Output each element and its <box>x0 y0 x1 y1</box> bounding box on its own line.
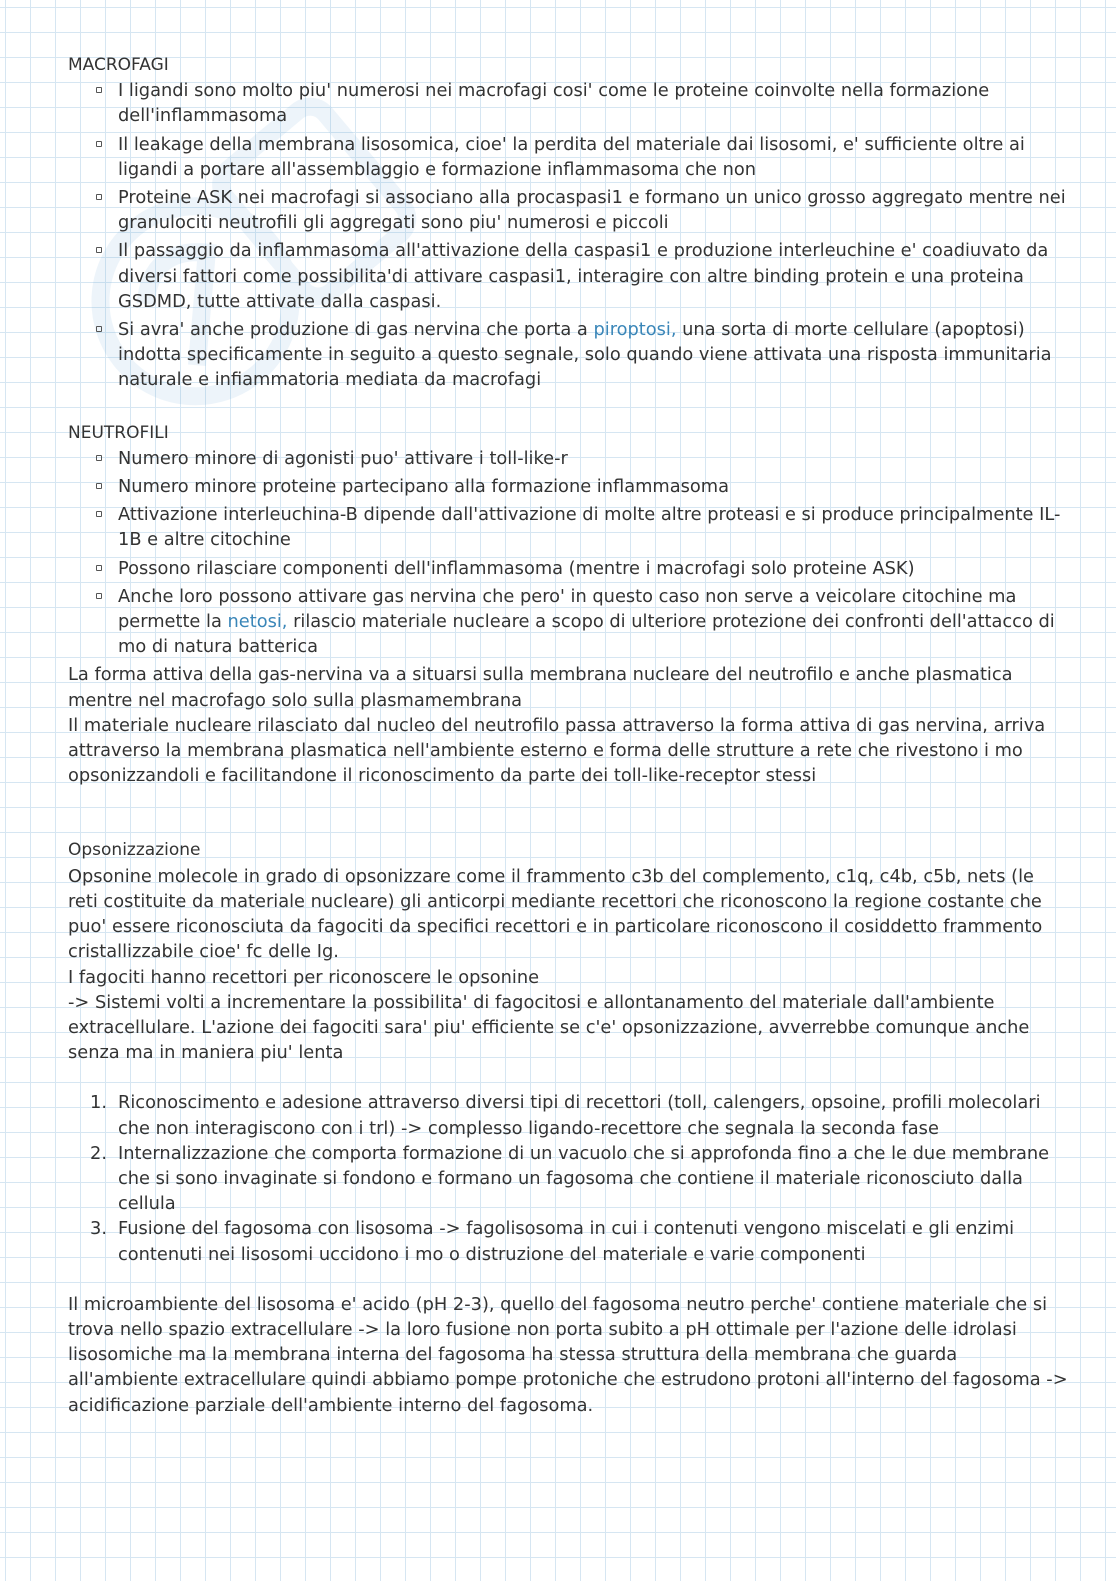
square-bullet-icon <box>96 565 102 571</box>
neutrofili-paragraph-1: La forma attiva della gas-nervina va a situarsi sulla membrana nucleare del neutrofilo e anche plasmatica mentre nel macrofago solo sulla plasmamembrana <box>68 664 1013 711</box>
square-bullet-icon <box>96 326 102 332</box>
square-bullet-icon <box>96 483 102 489</box>
neutrofili-paragraph-2: Il materiale nucleare rilasciato dal nucleo del neutrofilo passa attraverso la forma attiva di gas nervina, arriva attraverso la membrana plasmatica nell'ambiente esterno e forma delle strutture a rete che rivestono i mo opsonizzandoli e facilitandone il riconoscimento da parte dei toll-like-receptor stessi <box>68 714 1046 787</box>
square-bullet-icon <box>96 455 102 461</box>
opsonizzazione-paragraph-3: -> Sistemi volti a incrementare la possibilita' di fagocitosi e allontanamento del materiale dall'ambiente extracellulare. L'azione dei fagociti sara' piu' efficiente se c'e' opsonizzazione, avverrebbe comunque anche senza ma in maniera piu' lenta <box>68 991 1030 1064</box>
notes-page <box>68 53 1068 1418</box>
list-item: 2. Internalizzazione che comporta formazione di un vacuolo che si approfonda fino a che le due membrane che si sono invaginate si fondono e formano un fagosoma che contiene il materiale riconosciuto dalla cellula <box>90 1142 1050 1215</box>
list-item: Il leakage della membrana lisosomica, cioe' la perdita del materiale dai lisosomi, e' sufficiente oltre ai ligandi a portare all'assemblaggio e formazione inflammasoma che non <box>118 132 1068 182</box>
fagocitosi-steps <box>68 1090 1068 1266</box>
step-number: 3. <box>90 1218 107 1240</box>
square-bullet-icon <box>96 141 102 147</box>
list-item: Possono rilasciare componenti dell'inflammasoma (mentre i macrofagi solo proteine ASK) <box>118 556 1068 581</box>
square-bullet-icon <box>96 593 102 599</box>
opsonizzazione-paragraph-1: Opsonine molecole in grado di opsonizzare come il frammento c3b del complemento, c1q, c4b, c5b, nets (le reti costituite da materiale nucleare) gli anticorpi mediante recettori che riconoscono la regione costante che puo' essere riconosciuta da fagociti da specifici recettori e in particolare riconoscono il cosiddetto frammento cristallizzabile cioe' fc delle Ig. <box>68 865 1043 963</box>
square-bullet-icon <box>96 247 102 253</box>
list-item: 1. Riconoscimento e adesione attraverso diversi tipi di recettori (toll, calengers, opsoine, profili molecolari che non interagiscono con i trl) -> complesso ligando-recettore che segnala la seconda fase <box>90 1092 1041 1139</box>
list-item: Numero minore di agonisti puo' attivare i toll-like-r <box>118 446 1068 471</box>
list-item: Proteine ASK nei macrofagi si associano alla procaspasi1 e formano un unico grosso aggregato mentre nei granulociti neutrofili gli aggregati sono piu' numerosi e piccoli <box>118 185 1068 235</box>
square-bullet-icon <box>96 87 102 93</box>
list-item: I ligandi sono molto piu' numerosi nei macrofagi cosi' come le proteine coinvolte nella formazione dell'inflammasoma <box>118 78 1068 128</box>
netosi-highlight: netosi, <box>227 611 288 633</box>
list-item: 3. Fusione del fagosoma con lisosoma -> fagolisosoma in cui i contenuti vengono miscelati e gli enzimi contenuti nei lisosomi uccidono i mo o distruzione del materiale e varie componenti <box>90 1218 1015 1265</box>
list-item: Numero minore proteine partecipano alla formazione inflammasoma <box>118 474 1068 499</box>
neutrofili-heading: NEUTROFILI <box>68 422 169 443</box>
list-item: Si avra' anche produzione di gas nervina che porta a piroptosi, una sorta di morte cellulare (apoptosi) indotta specificamente in seguito a questo segnale, solo quando viene attivata una risposta immunitaria naturale e infiammatoria mediata da macrofagi <box>118 317 1068 393</box>
neutrofili-list <box>68 446 1068 660</box>
step-number: 2. <box>90 1142 107 1164</box>
macrofagi-list <box>68 78 1068 392</box>
step-number: 1. <box>90 1092 107 1114</box>
piroptosi-highlight: piroptosi, <box>593 319 677 341</box>
opsonizzazione-heading: Opsonizzazione <box>68 840 201 861</box>
opsonizzazione-paragraph-2: I fagociti hanno recettori per riconoscere le opsonine <box>68 966 540 988</box>
list-item: Attivazione interleuchina-B dipende dall'attivazione di molte altre proteasi e si produce principalmente IL-1B e altre citochine <box>118 502 1068 552</box>
square-bullet-icon <box>96 194 102 200</box>
list-item: Il passaggio da inflammasoma all'attivazione della caspasi1 e produzione interleuchine e' coadiuvato da diversi fattori come possibilita'di attivare caspasi1, interagire con altre binding protein e una proteina GSDMD, tutte attivate dalla caspasi. <box>118 238 1068 314</box>
list-item: Anche loro possono attivare gas nervina che pero' in questo caso non serve a veicolare citochine ma permette la netosi, rilascio materiale nucleare a scopo di ulteriore protezione dei confronti dell'attacco di mo di natura batterica <box>118 584 1068 660</box>
square-bullet-icon <box>96 511 102 517</box>
macrofagi-heading: MACROFAGI <box>68 55 169 75</box>
opsonizzazione-paragraph-4: Il microambiente del lisosoma e' acido (pH 2-3), quello del fagosoma neutro perche' contiene materiale che si trova nello spazio extracellulare -> la loro fusione non porta subito a pH ottimale per l'azione delle idrolasi lisosomiche ma la membrana interna del fagosoma ha stessa struttura della membrana che guarda all'ambiente extracellulare quindi abbiamo pompe protoniche che estrudono protoni all'interno del fagosoma -> acidificazione parziale dell'ambiente interno del fagosoma. <box>68 1293 1068 1416</box>
